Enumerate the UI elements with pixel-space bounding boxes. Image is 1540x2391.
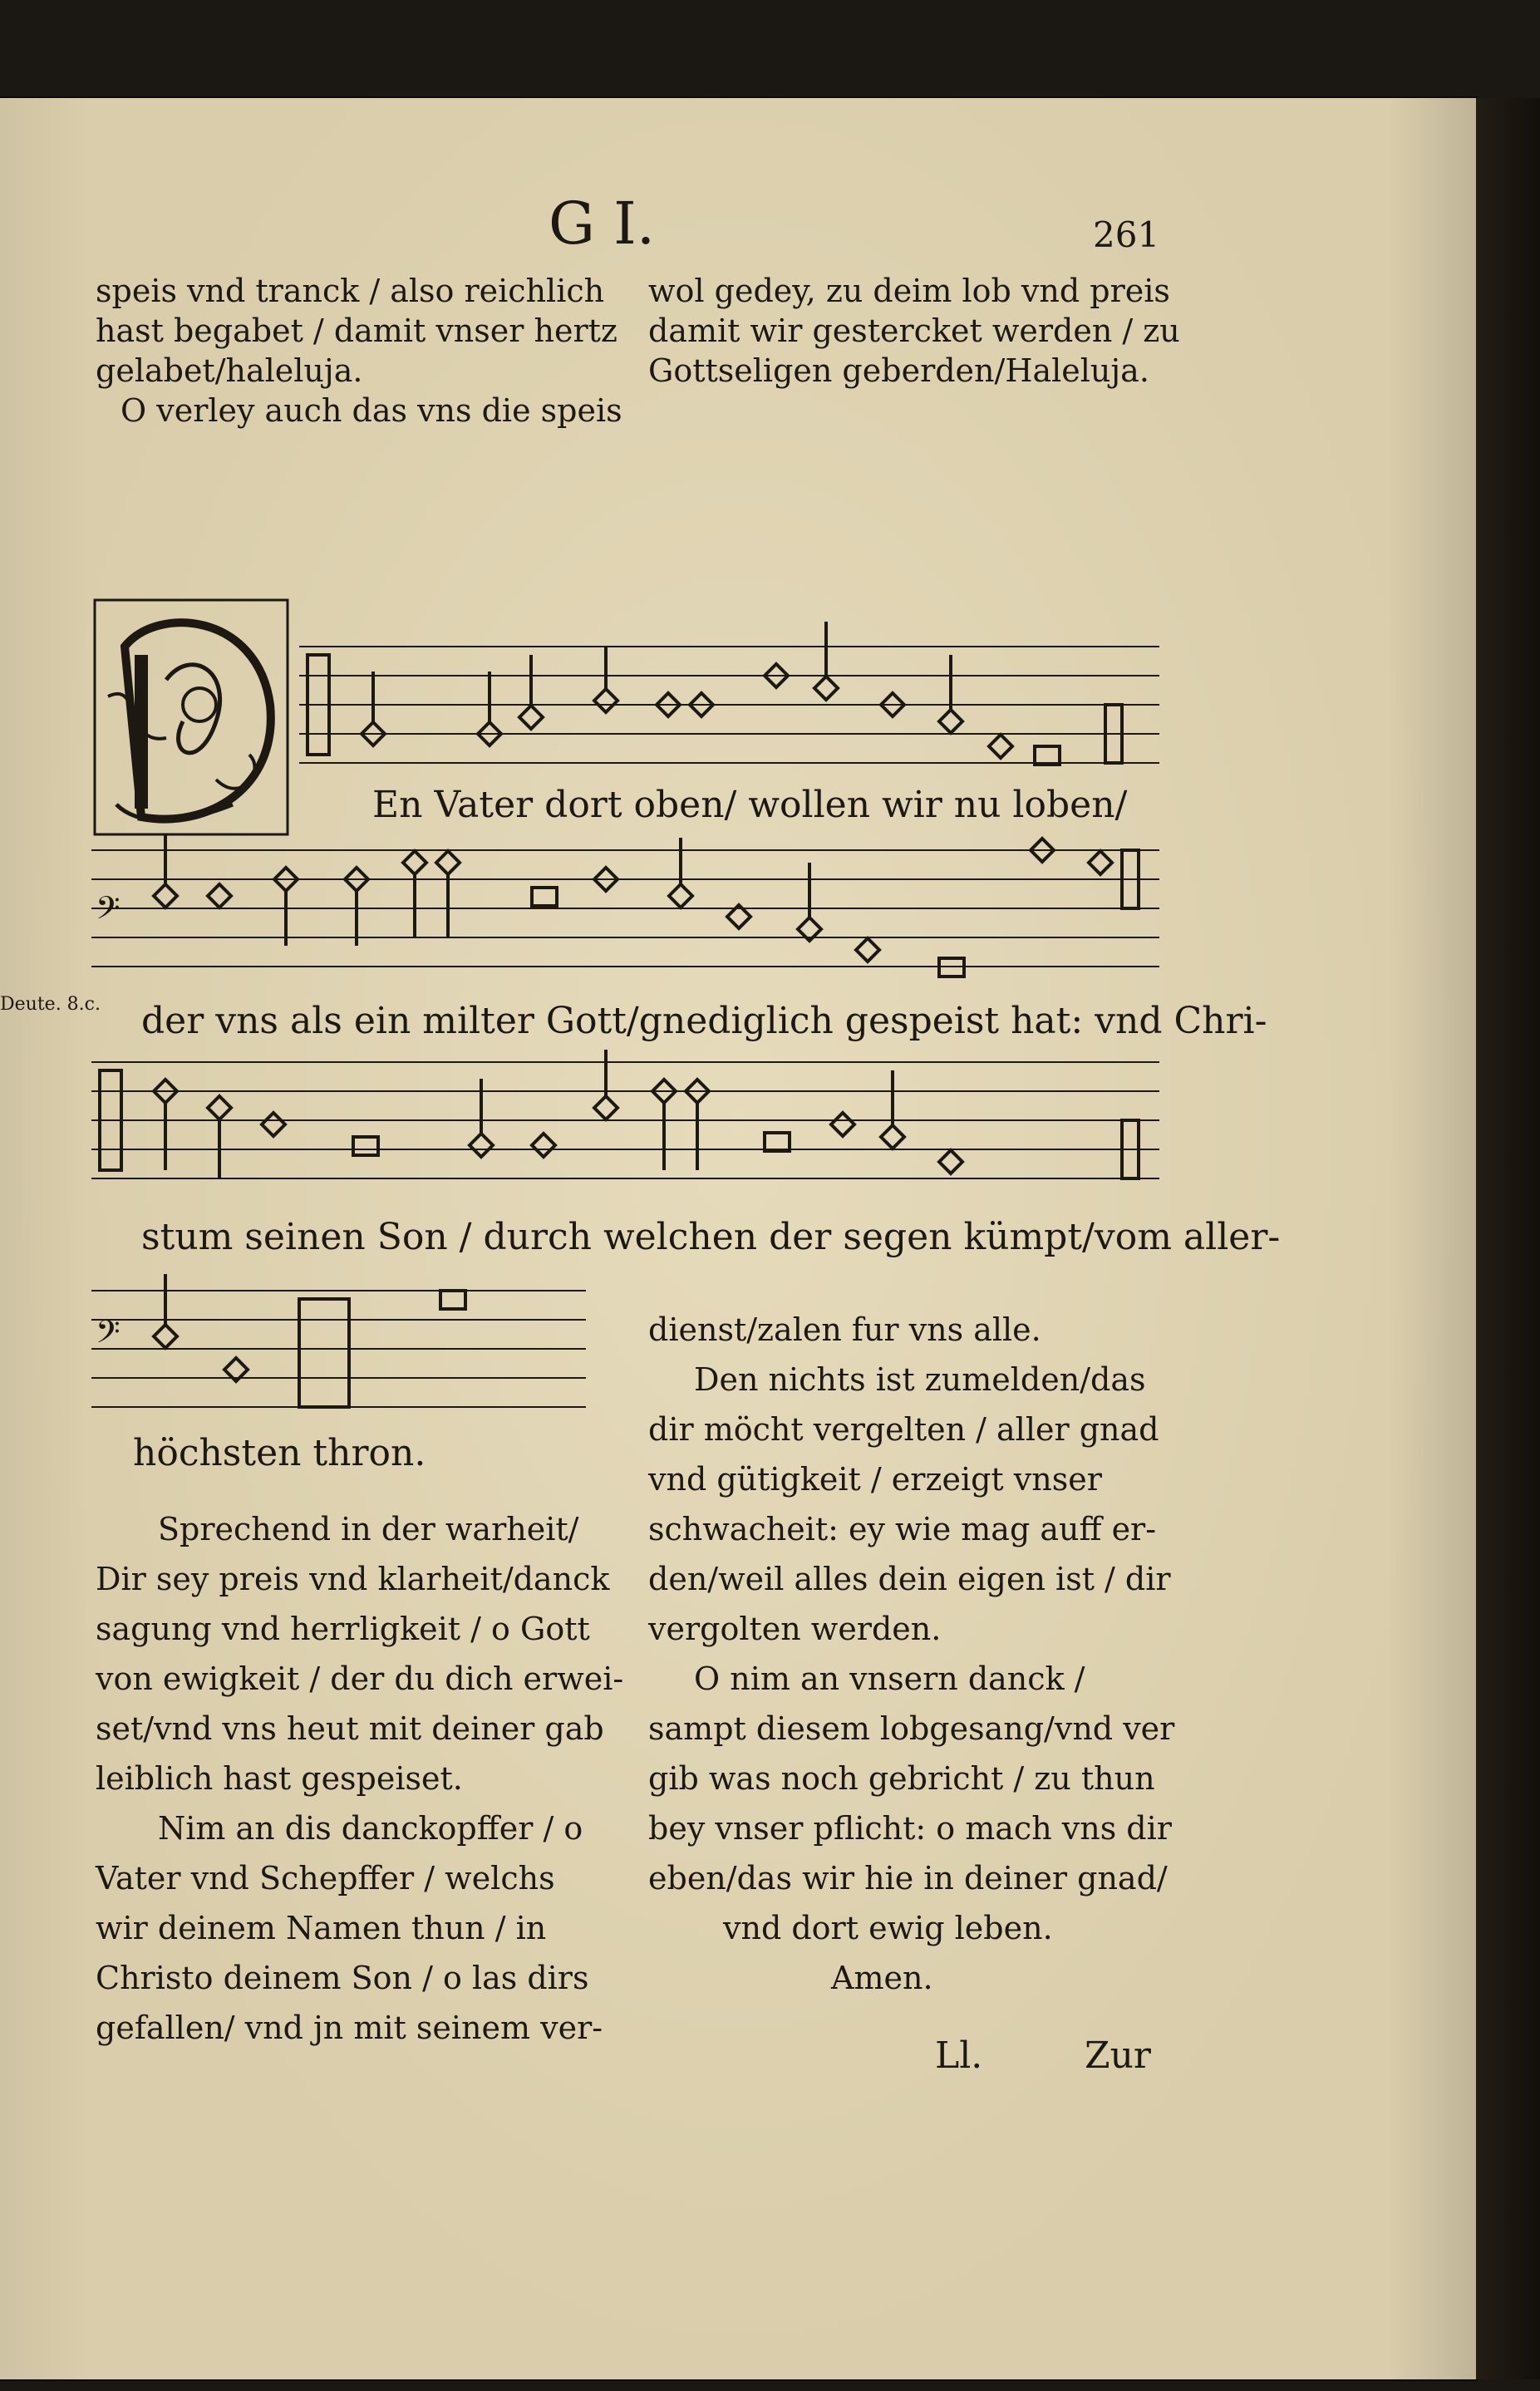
book-edge: [1476, 98, 1540, 2379]
text-line: gib was noch gebricht / zu thun: [648, 1760, 1155, 1797]
music-staff-4: [91, 1282, 590, 1428]
text-line: den/weil alles dein eigen ist / dir: [648, 1561, 1171, 1597]
text-line: hast begabet / damit vnser hertz: [96, 312, 617, 349]
text-line: Sprechend in der warheit/: [158, 1511, 579, 1547]
music-staff-2: [91, 842, 1164, 987]
text-line: O verley auch das vns die speis: [121, 392, 622, 429]
text-line: Den nichts ist zumelden/das: [694, 1361, 1146, 1398]
text-line: bey vnser pflicht: o mach vns dir: [648, 1810, 1172, 1847]
svg-text:𝄢: 𝄢: [96, 889, 121, 934]
svg-text:𝄢: 𝄢: [96, 1313, 121, 1358]
text-line: Christo deinem Son / o las dirs: [96, 1960, 589, 1996]
text-line: Gottseligen geberden/Haleluja.: [648, 352, 1149, 389]
text-line: wir deinem Namen thun / in: [96, 1910, 547, 1946]
text-line: Nim an dis danckopffer / o: [158, 1810, 583, 1847]
text-line: eben/das wir hie in deiner gnad/: [648, 1860, 1168, 1897]
text-line: damit wir gestercket werden / zu: [648, 312, 1180, 349]
text-line: speis vnd tranck / also reichlich: [96, 273, 605, 309]
signature-mark: G I.: [549, 189, 656, 258]
text-line: von ewigkeit / der du dich erwei-: [96, 1660, 624, 1697]
margin-note: Deute. 8.c.: [0, 994, 101, 1015]
text-line: gelabet/haleluja.: [96, 352, 363, 389]
signature-footer: Ll.: [935, 2034, 983, 2077]
text-line: leiblich hast gespeiset.: [96, 1760, 463, 1797]
music-staff-3: [91, 1054, 1164, 1199]
page-number: 261: [1093, 214, 1160, 255]
text-line: vnd gütigkeit / erzeigt vnser: [648, 1461, 1102, 1498]
lyric-line-1: En Vater dort oben/ wollen wir nu loben/: [372, 784, 1128, 826]
text-line: wol gedey, zu deim lob vnd preis: [648, 273, 1170, 309]
text-line: dir möcht vergelten / aller gnad: [648, 1411, 1159, 1448]
text-line: sampt diesem lobgesang/vnd ver: [648, 1710, 1175, 1747]
text-line: Dir sey preis vnd klarheit/danck: [96, 1561, 610, 1597]
text-line: dienst/zalen fur vns alle.: [648, 1311, 1041, 1348]
text-line: O nim an vnsern danck /: [694, 1660, 1085, 1697]
text-line: gefallen/ vnd jn mit seinem ver-: [96, 2010, 603, 2046]
lyric-line-2: der vns als ein milter Gott/gnediglich gespeist hat: vnd Chri-: [141, 1000, 1267, 1042]
text-line: Amen.: [831, 1960, 933, 1996]
lyric-line-3: stum seinen Son / durch welchen der segen kümpt/vom aller-: [141, 1216, 1281, 1258]
text-line: vnd dort ewig leben.: [723, 1910, 1053, 1946]
text-line: sagung vnd herrligkeit / o Gott: [96, 1611, 590, 1647]
book-page: [0, 98, 1476, 2379]
text-line: set/vnd vns heut mit deiner gab: [96, 1710, 604, 1747]
lyric-line-4: höchsten thron.: [133, 1432, 426, 1474]
music-staff-1: [299, 638, 1164, 780]
text-line: schwacheit: ey wie mag auff er-: [648, 1511, 1157, 1547]
decorated-initial-letter: [91, 597, 291, 838]
text-line: vergolten werden.: [648, 1611, 942, 1647]
text-line: Vater vnd Schepffer / welchs: [96, 1860, 555, 1897]
catchword: Zur: [1085, 2034, 1151, 2077]
